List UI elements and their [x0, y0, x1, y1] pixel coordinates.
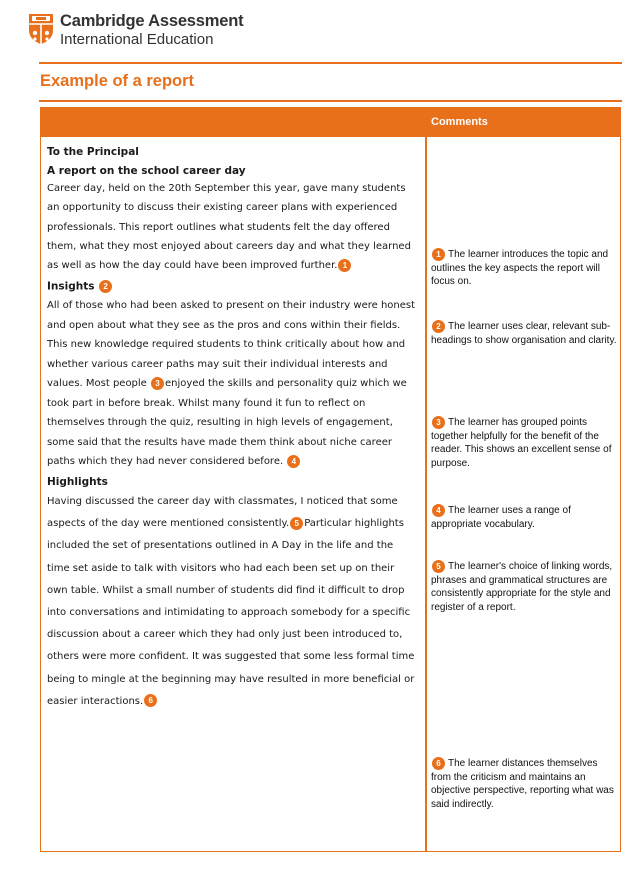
comment-6-badge: 6: [432, 757, 445, 770]
marker-5: 5: [290, 517, 303, 530]
header-rule-top: [39, 62, 622, 64]
marker-6: 6: [144, 694, 157, 707]
column-divider: [425, 137, 427, 852]
comment-5: [431, 560, 617, 615]
comment-2-badge: 2: [432, 320, 445, 333]
comment-3: [431, 416, 617, 471]
comment-4-badge: 4: [432, 504, 445, 517]
insights-text-a: All of those who had been asked to present on their industry were honest and open about what they see as the pros and cons within their fields. This new knowledge required students to think critically about how and whether various career paths may suit their individual interests and values. Most people: [47, 300, 416, 390]
highlights-paragraph: [47, 491, 417, 713]
comment-5-text: The learner's choice of linking words, phrases and grammatical structures are consistently appropriate for the style and register of a report.: [431, 561, 613, 613]
comment-1: [431, 248, 617, 289]
insights-text-b: enjoyed the skills and personality quiz which we took part in before break. Whilst many found it fun to reflect on themselves through the quiz, resulting in high levels of engagement, some said that the results have made them think about niche career paths which they had never considered before.: [47, 378, 407, 468]
comment-5-badge: 5: [432, 560, 445, 573]
header-rule-bottom: [39, 100, 622, 102]
brand-line-2: International Education: [60, 30, 214, 48]
comment-1-badge: 1: [432, 248, 445, 261]
report-title: A report on the school career day: [47, 165, 246, 177]
intro-text: Career day, held on the 20th September this year, gave many students an opportunity to discuss their existing career plans with experienced professionals. This report outlines what students felt the day offered them, what they most enjoyed about careers day and what they learned as well as how the day could have been improved further.: [47, 183, 411, 272]
table-header: [41, 108, 620, 137]
comment-3-badge: 3: [432, 416, 445, 429]
comment-3-text: The learner has grouped points together helpfully for the benefit of the reader. This shows an excellent sense of purpose.: [431, 417, 612, 469]
report-greeting: To the Principal: [47, 146, 139, 158]
marker-1: 1: [338, 259, 351, 272]
comment-2: [431, 320, 617, 347]
insights-paragraph: [47, 296, 417, 472]
comment-2-text: The learner uses clear, relevant sub-headings to show organisation and clarity.: [431, 321, 617, 346]
insights-heading-text: Insights: [47, 280, 95, 293]
marker-3: 3: [151, 377, 164, 390]
highlights-heading: Highlights: [47, 475, 108, 488]
insights-heading: [47, 280, 417, 293]
marker-4: 4: [287, 455, 300, 468]
marker-2: 2: [99, 280, 112, 293]
brand-line-1: Cambridge Assessment: [60, 12, 244, 30]
cambridge-crest-icon: [28, 13, 54, 45]
comment-4: [431, 504, 617, 531]
comment-1-text: The learner introduces the topic and outlines the key aspects the report will focus on.: [431, 249, 609, 288]
comments-column-header: Comments: [431, 116, 488, 128]
highlights-text-a: Having discussed the career day with classmates, I noticed that some aspects of the day were mentioned consistently.: [47, 495, 398, 530]
report-text: [47, 146, 417, 713]
report-intro: [47, 179, 417, 275]
comment-6: [431, 757, 617, 812]
highlights-text-b: Particular highlights included the set of presentations outlined in A Day in the life and the time set aside to talk with visitors who had each been set up on their own table. Whilst a small number of students did find it difficult to drop into conversations and intimidating to approach somebody for a specific discussion about a career which they had only just been introduced to, others were more confident. It was suggested that some less formal time being to mingle at the beginning may have resulted in more beneficial or easier interactions.: [47, 518, 415, 707]
comment-4-text: The learner uses a range of appropriate vocabulary.: [431, 505, 571, 530]
page-title: Example of a report: [40, 72, 195, 90]
report-table: [40, 107, 621, 852]
brand-logo: [28, 13, 243, 49]
comment-6-text: The learner distances themselves from the criticism and maintains an objective perspective, reporting what was said indirectly.: [431, 758, 614, 810]
